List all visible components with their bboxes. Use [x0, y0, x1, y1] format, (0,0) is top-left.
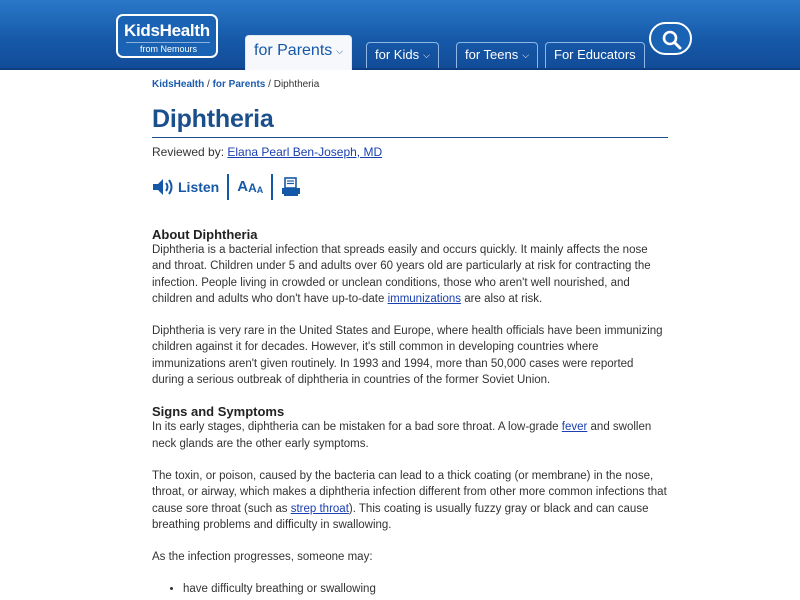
section-heading-about: About Diphtheria: [152, 227, 258, 242]
chevron-down-icon: ⌵: [423, 50, 430, 60]
signs-paragraph-2: [152, 468, 668, 533]
text-segment: and swollen neck glands are the other early symptoms.: [152, 421, 652, 450]
logo-divider: [126, 42, 210, 43]
search-button[interactable]: [649, 22, 692, 55]
logo-subtext: from Nemours: [140, 44, 198, 54]
reviewer-link[interactable]: Elana Pearl Ben-Joseph, MD: [227, 145, 383, 159]
text-segment: Diphtheria is a bacterial infection that spreads easily and occurs quickly. It mainly affects the nose and throat. Children under 5 and adults over 60 years old are particularly at risk for contracting the infection. People living in crowded or unclean conditions, those who aren't well nourished, and children and adults who don't have up-to-date: [152, 244, 651, 305]
tab-for-teens[interactable]: [456, 42, 538, 68]
text-segment: The toxin, or poison, caused by the bacteria can lead to a thick coating (or membrane) in the nose, throat, or airway, which makes a diphtheria infection different from other more common infections that cause sore throat (such as: [152, 469, 667, 515]
page-title: Diphtheria: [152, 105, 668, 138]
immunizations-link[interactable]: immunizations: [387, 292, 462, 305]
breadcrumb-section-link[interactable]: for Parents: [212, 79, 266, 90]
reviewed-by: [152, 145, 668, 159]
breadcrumb: [152, 79, 668, 90]
strep-throat-link[interactable]: strep throat: [290, 502, 349, 515]
logo-text: KidsHealth: [124, 21, 210, 40]
signs-paragraph-1: [152, 419, 668, 452]
symptom-list: [152, 581, 668, 597]
main-content: [152, 74, 668, 597]
about-paragraph-2: Diphtheria is very rare in the United States and Europe, where health officials have been immunizing children against it for decades. However, it's still common in developing countries where immunizations aren't given routinely. In 1993 and 1994, more than 50,000 cases were reported during a serious outbreak of diphtheria in countries of the former Soviet Union.: [152, 325, 663, 387]
tab-for-parents[interactable]: [245, 35, 352, 70]
about-paragraph-1: [152, 242, 668, 307]
print-icon: [281, 177, 301, 197]
text-segment: In its early stages, diphtheria can be mistaken for a bad sore throat. A low-grade: [152, 421, 562, 434]
tab-label: for Kids: [375, 47, 420, 62]
list-item: • have difficulty breathing or swallowing: [183, 581, 668, 597]
print-button[interactable]: [273, 174, 309, 200]
tab-for-educators[interactable]: [545, 42, 645, 68]
section-heading-signs: Signs and Symptoms: [152, 404, 285, 420]
listen-label: Listen: [178, 179, 220, 195]
signs-paragraph-3: As the infection progresses, someone may:: [152, 551, 373, 564]
listen-button[interactable]: [152, 174, 229, 200]
text-segment: are also at risk.: [461, 292, 543, 305]
site-header: [0, 0, 800, 70]
breadcrumb-current: Diphtheria: [273, 79, 320, 90]
breadcrumb-home-link[interactable]: KidsHealth: [152, 79, 205, 90]
tab-label: for Teens: [465, 47, 519, 62]
text-segment: ). This coating is usually fuzzy gray or black and can cause breathing problems and difficulty in swallowing.: [152, 502, 649, 531]
tab-for-kids[interactable]: [366, 42, 439, 68]
tab-label: For Educators: [554, 47, 636, 62]
chevron-down-icon: ⌵: [522, 50, 530, 60]
breadcrumb-separator: /: [265, 79, 274, 90]
fever-link[interactable]: fever: [561, 421, 588, 434]
article-tools: [152, 174, 668, 200]
text-size-large: A: [237, 178, 249, 195]
text-size-small: A: [256, 185, 264, 195]
reviewed-by-label: Reviewed by:: [152, 145, 228, 159]
kidshealth-logo[interactable]: [116, 14, 218, 58]
text-size-medium: A: [248, 181, 257, 195]
text-size-button[interactable]: [229, 174, 273, 200]
search-icon: [662, 30, 682, 50]
tab-label: for Parents: [254, 42, 333, 59]
chevron-down-icon: ⌵: [336, 46, 344, 56]
speaker-icon: [152, 178, 174, 196]
breadcrumb-separator: /: [204, 79, 213, 90]
